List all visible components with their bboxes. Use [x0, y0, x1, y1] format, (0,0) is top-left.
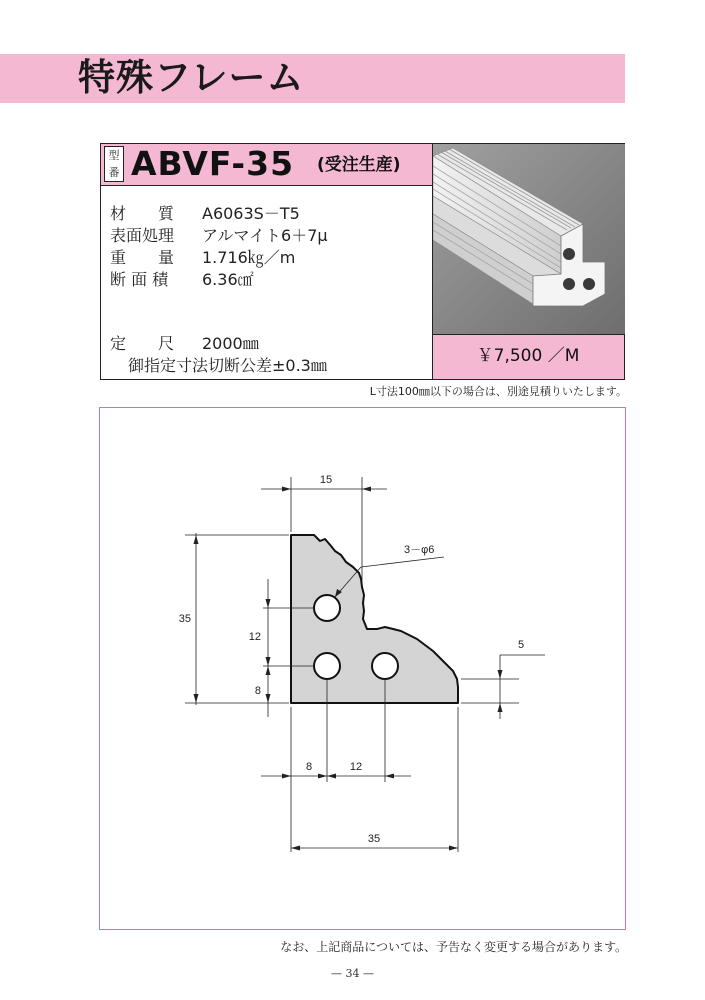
- spec-value: A6063S－T5: [202, 204, 300, 223]
- spec-label: 重 量: [110, 248, 175, 267]
- spec-label: 表面処理: [110, 226, 175, 245]
- dim-foot-height: 5: [518, 639, 525, 651]
- dim-base-width: 35: [367, 833, 381, 845]
- footer-note: なお、上記商品については、予告なく変更する場合があります。: [280, 940, 627, 954]
- spec-row-material: [110, 204, 300, 224]
- dim-left-offset: 8: [305, 761, 313, 773]
- spec-value: 6.36㎠: [202, 270, 254, 289]
- dim-bottom-offset: 8: [254, 685, 261, 697]
- spec-row-length: [110, 334, 259, 354]
- hole-bottom-left: [314, 653, 340, 679]
- spec-row-finish: [110, 226, 328, 246]
- product-photo-illustration: [433, 144, 625, 334]
- spec-label: 断 面 積: [110, 270, 169, 289]
- product-photo: [432, 144, 625, 334]
- dim-top-width: 15: [319, 474, 333, 486]
- spec-tolerance: 御指定寸法切断公差±0.3㎜: [128, 356, 327, 375]
- spec-row-area: [110, 270, 254, 290]
- spec-value: 2000㎜: [202, 334, 259, 353]
- hole-bottom-right: [372, 653, 398, 679]
- dim-hole-pitch-v: 12: [248, 631, 261, 643]
- hole-top: [314, 595, 340, 621]
- model-name: ABVF-35: [131, 144, 295, 183]
- page-number: — 34 —: [331, 967, 374, 980]
- page-title: 特殊フレーム: [78, 56, 305, 99]
- spec-value: 1.716㎏／m: [202, 248, 296, 267]
- model-note: (受注生産): [317, 155, 401, 175]
- hole-callout: 3－φ6: [404, 544, 435, 556]
- spec-label: 定 尺: [110, 334, 175, 353]
- cross-section-drawing: [99, 407, 626, 930]
- spec-row-weight: [110, 248, 295, 268]
- dim-hole-pitch-h: 12: [349, 761, 363, 773]
- length-note: L寸法100㎜以下の場合は、別途見積りいたします。: [369, 385, 627, 398]
- dim-height: 35: [178, 613, 191, 625]
- spec-value: アルマイト6＋7μ: [202, 226, 328, 245]
- profile-shape: [291, 535, 458, 703]
- spec-label: 材 質: [110, 204, 175, 223]
- model-tag: 型番: [104, 146, 124, 182]
- price-label: ￥7,500 ／M: [476, 346, 580, 366]
